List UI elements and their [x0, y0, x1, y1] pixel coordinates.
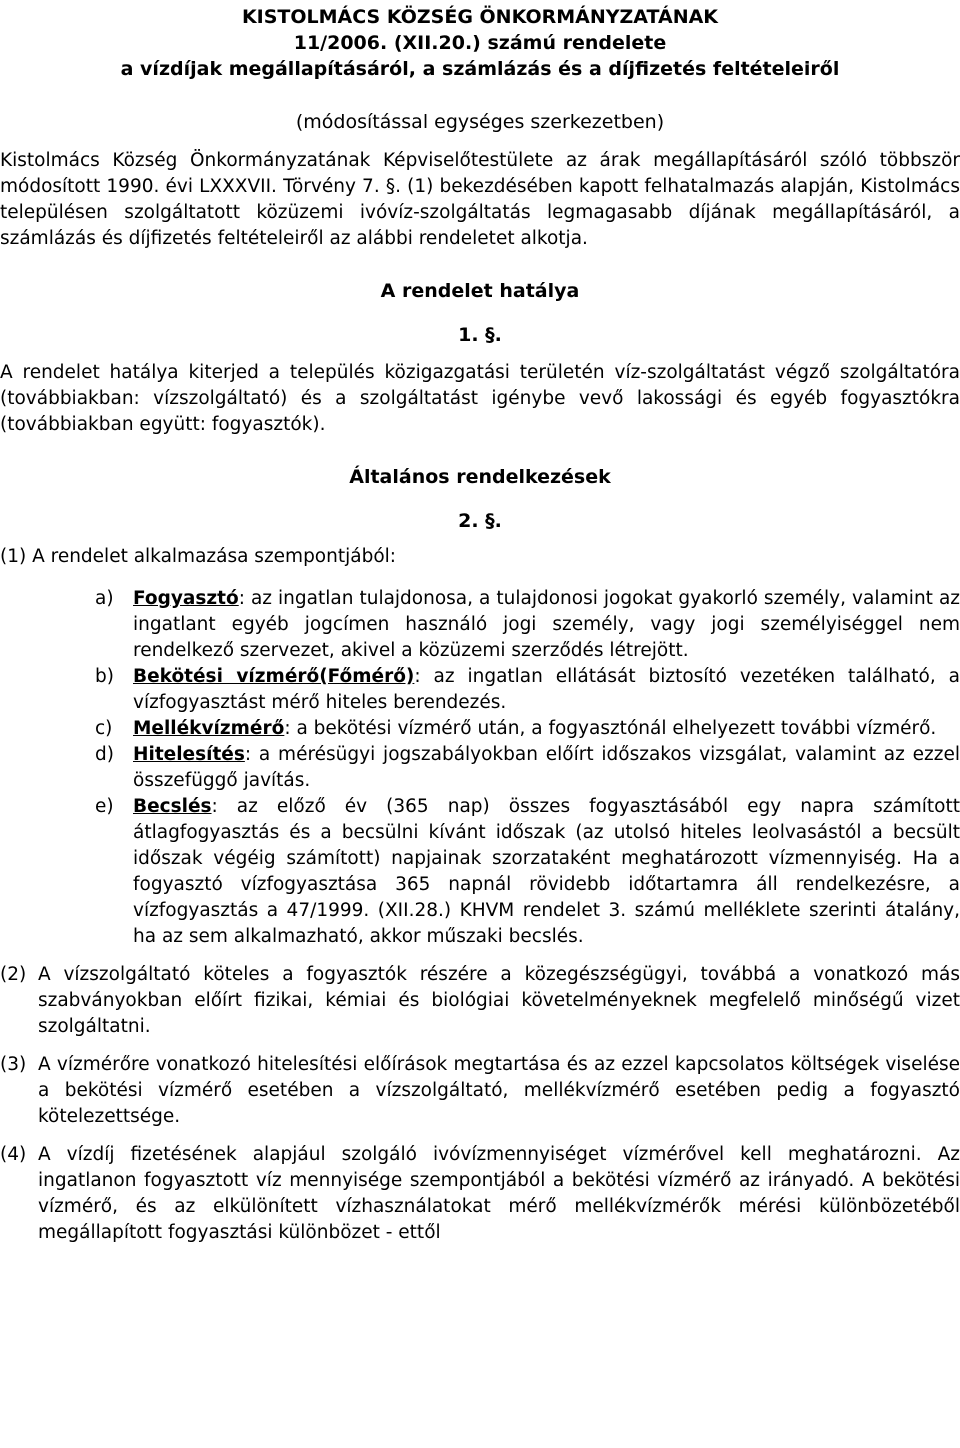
definition-term: Mellékvízmérő [133, 718, 285, 739]
section-1-number: 1. §. [458, 324, 502, 346]
definitions-list [0, 586, 960, 950]
header-decree-title: a vízdíjak megállapításáról, a számlázás és a díjfizetés feltételeiről [120, 58, 840, 80]
definition-term: Fogyasztó [133, 588, 239, 609]
section-2-number: 2. §. [458, 510, 502, 532]
section-2-item [0, 1052, 960, 1130]
section-2-title: Általános rendelkezések [349, 466, 611, 488]
item-text: A vízdíj fizetésének alapjául szolgáló ivóvízmennyiséget vízmérővel kell meghatározni. Az ingatlanon fogyasztott víz mennyisége szempontjából a bekötési vízmérő az irányadó. A bekötési vízmérő, és az elkülönített vízhasználatokat mérő mellékvízmérők mérési különbözetéből megállapított fogyasztási különbözet - ettől [38, 1144, 960, 1243]
definition-item [95, 742, 960, 794]
definition-item [95, 586, 960, 664]
definition-text: : a mérésügyi jogszabályokban előírt időszakos vizsgálat, valamint az ezzel összefüggő javítás. [133, 744, 960, 791]
definition-term: Bekötési vízmérő(Főmérő) [133, 666, 415, 687]
definition-term: Becslés [133, 796, 212, 817]
definition-text: : az ingatlan ellátását biztosító vezetéken található, a vízfogyasztást mérő hiteles berendezés. [133, 666, 960, 713]
definition-text: : az előző év (365 nap) összes fogyasztásából egy napra számított átlagfogyasztás és a becsülni kívánt időszak (az utolsó hiteles leolvasástól a becsült időszak végéig számított) napjainak szorzataként meghatározott vízmennyiség. Ha a fogyasztó vízfogyasztása 365 napnál rövidebb időtartamra áll rendelkezésre, a vízfogyasztás a 47/1999. (XII.28.) KHVM rendelet 3. számú melléklete szerinti átalány, ha az sem alkalmazható, akkor műszaki becslés. [133, 796, 960, 947]
section-2-lead: (1) A rendelet alkalmazása szempontjából: [0, 546, 397, 567]
item-text: A vízmérőre vonatkozó hitelesítési előírások megtartása és az ezzel kapcsolatos költségek viselése a bekötési vízmérő esetében a vízszolgáltató, mellékvízmérő esetében pedig a fogyasztó kötelezettsége. [38, 1054, 960, 1127]
definition-text: : a bekötési vízmérő után, a fogyasztónál elhelyezett további vízmérő. [284, 718, 937, 739]
item-text: A vízszolgáltató köteles a fogyasztók részére a közegészségügyi, továbbá a vonatkozó más szabványokban előírt fizikai, kémiai és biológiai követelményeknek megfelelő minőségű vizet szolgáltatni. [38, 964, 960, 1037]
header-authority: KISTOLMÁCS KÖZSÉG ÖNKORMÁNYZATÁNAK [241, 6, 719, 28]
definition-letter: a) [95, 588, 114, 609]
preamble: Kistolmács Község Önkormányzatának Képviselőtestülete az árak megállapításáról szóló többször módosított 1990. évi LXXXVII. Törvény 7. §. (1) bekezdésében kapott felhatalmazás alapján, Kistolmács településen szolgáltatott közüzemi ivóvíz-szolgáltatás legmagasabb díjának megállapításáról, a számlázás és díjfizetés feltételeiről az alábbi rendeletet alkotja. [0, 150, 960, 249]
definition-item [95, 716, 960, 742]
definition-item [95, 664, 960, 716]
definition-letter: d) [95, 744, 114, 765]
document-subtitle: (módosítással egységes szerkezetben) [295, 111, 665, 133]
definition-letter: c) [95, 718, 113, 739]
section-1-title: A rendelet hatálya [380, 280, 580, 302]
definition-item [95, 794, 960, 950]
section-1-text: A rendelet hatálya kiterjed a település közigazgatási területén víz-szolgáltatást végző szolgáltatóra (továbbiakban: vízszolgáltató) és a szolgáltatást igénybe vevő lakossági és egyéb fogyasztókra (továbbiakban együtt: fogyasztók). [0, 362, 960, 435]
definition-term: Hitelesítés [133, 744, 245, 765]
header-decree-number: 11/2006. (XII.20.) számú rendelete [293, 32, 667, 54]
section-2-item [0, 1142, 960, 1246]
item-number: (4) [0, 1144, 27, 1165]
section-2-item [0, 962, 960, 1040]
item-number: (3) [0, 1054, 27, 1075]
definition-letter: e) [95, 796, 114, 817]
item-number: (2) [0, 964, 27, 985]
definition-letter: b) [95, 666, 114, 687]
definition-text: : az ingatlan tulajdonosa, a tulajdonosi jogokat gyakorló személy, valamint az ingatlant egyéb jogcímen használó jogi személy, vagy jogi személyiséggel nem rendelkező szervezet, akivel a közüzemi szerződés létrejött. [133, 588, 960, 661]
document-header [0, 4, 960, 82]
